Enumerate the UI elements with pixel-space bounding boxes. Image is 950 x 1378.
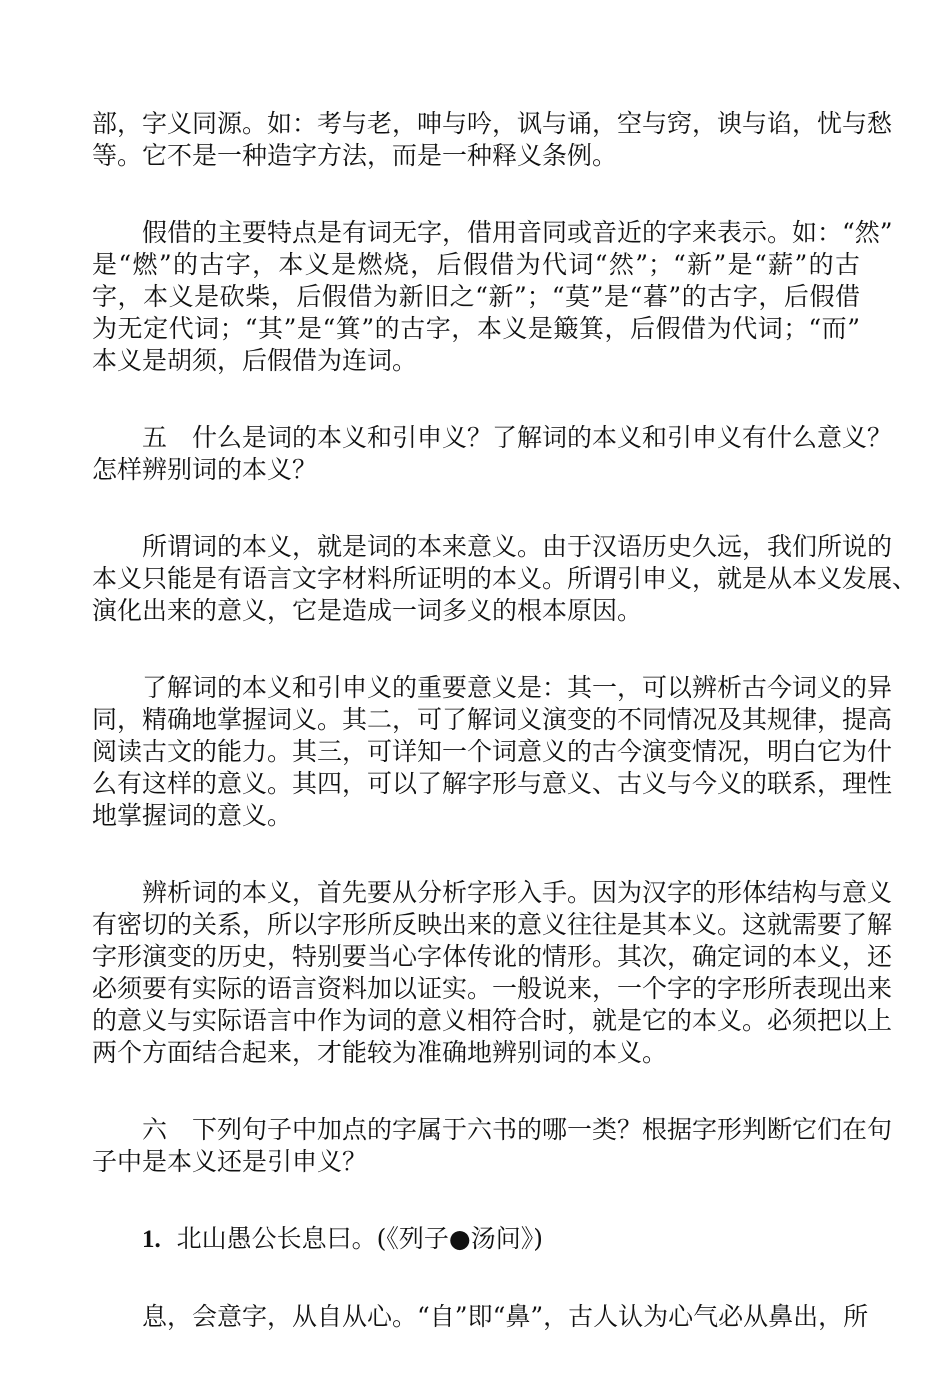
text-line: 阅读古文的能力。其三，可详知一个词意义的古今演变情况，明白它为什 — [92, 737, 893, 766]
text-line: 了解词的本义和引申义的重要意义是：其一，可以辨析古今词义的异 — [142, 673, 893, 702]
text-line: 六 下列句子中加点的字属于六书的哪一类？根据字形判断它们在句 — [142, 1115, 893, 1144]
text-line: 辨析词的本义，首先要从分析字形入手。因为汉字的形体结构与意义 — [142, 878, 893, 907]
paragraph-p4 — [92, 531, 918, 627]
paragraph-p2 — [92, 217, 893, 377]
paragraph-p1 — [92, 108, 893, 172]
item-text: 北山愚公长息曰。(《列子●汤问》) — [176, 1224, 543, 1253]
paragraph-p5 — [92, 672, 893, 832]
item-number: 1 — [142, 1226, 155, 1253]
text-line: 息，会意字，从自从心。“自”即“鼻”，古人认为心气必从鼻出，所 — [142, 1302, 869, 1331]
question-five — [92, 422, 893, 486]
document-page — [92, 108, 918, 1378]
text-line: 有密切的关系，所以字形所反映出来的意义往往是其本义。这就需要了解 — [92, 910, 893, 939]
text-line: 五 什么是词的本义和引申义？了解词的本义和引申义有什么意义？ — [142, 423, 893, 452]
text-line — [92, 1223, 860, 1256]
text-line: 本义是胡须，后假借为连词。 — [92, 346, 418, 375]
text-line: 是“燃”的古字，本义是燃烧，后假借为代词“然”；“新”是“薪”的古 — [92, 250, 860, 279]
text-line: 假借的主要特点是有词无字，借用音同或音近的字来表示。如：“然” — [142, 218, 893, 247]
text-line: 为无定代词；“其”是“箕”的古字，本义是簸箕，后假借为代词；“而” — [92, 314, 860, 343]
answer-paragraph — [92, 1301, 869, 1333]
text-line: 子中是本义还是引申义？ — [92, 1147, 368, 1176]
text-line: 部，字义同源。如：考与老，呻与吟，讽与诵，空与窍，谀与谄，忧与愁 — [92, 109, 893, 138]
text-line: 所谓词的本义，就是词的本来意义。由于汉语历史久远，我们所说的 — [142, 532, 893, 561]
item-number-separator: . — [154, 1226, 161, 1253]
text-line: 的意义与实际语言中作为词的意义相符合时，就是它的本义。必须把以上 — [92, 1006, 893, 1035]
text-line: 怎样辨别词的本义？ — [92, 455, 318, 484]
text-line: 必须要有实际的语言资料加以证实。一般说来，一个字的字形所表现出来 — [92, 974, 893, 1003]
text-line: 字，本义是砍柴，后假借为新旧之“新”；“莫”是“暮”的古字，后假借 — [92, 282, 860, 311]
text-line: 本义只能是有语言文字材料所证明的本义。所谓引申义，就是从本义发展、 — [92, 564, 918, 593]
text-line: 演化出来的意义，它是造成一词多义的根本原因。 — [92, 596, 643, 625]
text-line: 同，精确地掌握词义。其二，可了解词义演变的不同情况及其规律，提高 — [92, 705, 893, 734]
text-line: 字形演变的历史，特别要当心字体传讹的情形。其次，确定词的本义，还 — [92, 942, 893, 971]
text-line: 地掌握词的意义。 — [92, 801, 293, 830]
exercise-item-1 — [92, 1223, 860, 1256]
text-line: 么有这样的意义。其四，可以了解字形与意义、古义与今义的联系，理性 — [92, 769, 893, 798]
text-line: 两个方面结合起来，才能较为准确地辨别词的本义。 — [92, 1038, 668, 1067]
text-line: 等。它不是一种造字方法，而是一种释义条例。 — [92, 141, 618, 170]
question-six — [92, 1114, 893, 1178]
paragraph-p6 — [92, 877, 893, 1069]
